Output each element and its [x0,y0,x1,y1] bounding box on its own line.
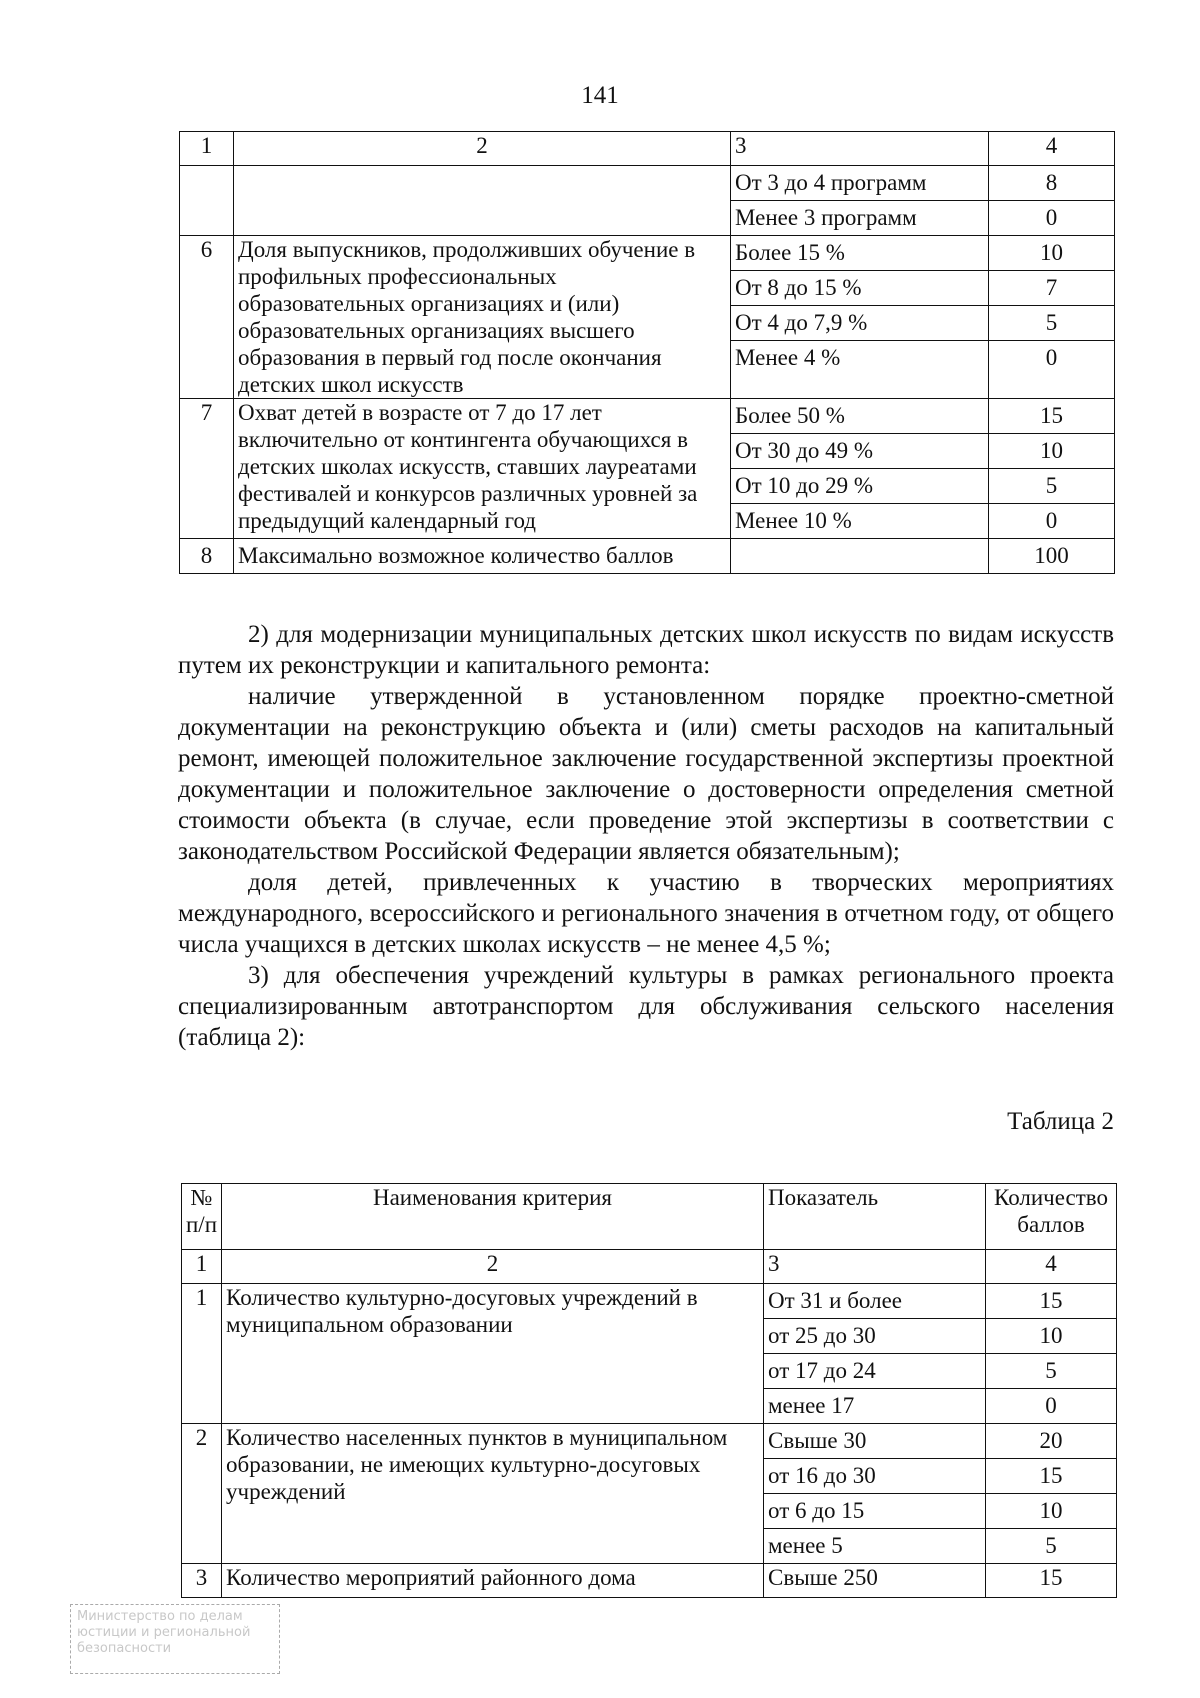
table-head-row [182,1184,1117,1250]
points-value: 10 [989,434,1114,469]
stamp-text: Министерство по делам юстиции и региональной безопасности [77,1609,251,1656]
indicator-value: От 31 и более [764,1284,985,1319]
points-value: 5 [989,306,1114,341]
points-value: 10 [989,236,1114,271]
head-cell: Показатель [764,1184,986,1250]
points-value: 15 [986,1459,1116,1494]
header-cell: 4 [989,132,1115,166]
criterion-cell: Максимально возможное количество баллов [234,539,731,574]
points-value: 8 [989,166,1114,201]
criterion-cell [234,166,731,236]
points-stack [989,399,1115,539]
points-value: 10 [986,1319,1116,1354]
points-value: 100 [989,539,1115,574]
points-value: 15 [989,399,1114,434]
indicator-value: Свыше 250 [764,1564,986,1598]
table-row [182,1424,1117,1564]
criterion-cell: Охват детей в возрасте от 7 до 17 лет включительно от контингента обучающихся в детских школах искусств, ставших лауреатами фестивалей и конкурсов различных уровней за предыдущий календарный год [234,399,731,539]
points-value: 15 [986,1284,1116,1319]
indicator-value: От 4 до 7,9 % [731,306,988,341]
criterion-cell: Количество населенных пунктов в муниципальном образовании, не имеющих культурно-досуговых учреждений [222,1424,764,1564]
indicator-value: От 30 до 49 % [731,434,988,469]
page-number: 141 [581,82,619,109]
indicator-stack [764,1424,986,1564]
row-number: 3 [182,1564,222,1598]
points-value: 0 [1045,345,1058,370]
table-row [182,1284,1117,1424]
indicator-value: Свыше 30 [764,1424,985,1459]
points-stack [989,236,1115,399]
row-number: 7 [180,399,234,539]
indicator-stack [731,236,989,399]
table-numbering-row [182,1250,1117,1284]
header-cell: 3 [731,132,989,166]
criterion-cell: Количество культурно-досуговых учреждений в муниципальном образовании [222,1284,764,1424]
numbering-cell: 4 [986,1250,1117,1284]
indicator-stack [731,166,989,236]
indicator-value: от 25 до 30 [764,1319,985,1354]
criteria-table-2 [181,1183,1117,1598]
body-text [178,619,1114,1053]
header-cell: 1 [180,132,234,166]
criterion-cell: Количество мероприятий районного дома [222,1564,764,1598]
numbering-cell: 3 [764,1250,986,1284]
paragraph: наличие утвержденной в установленном порядке проектно-сметной документации на реконструкцию объекта и (или) сметы расходов на капитальный ремонт, имеющей положительное заключение государственной экспертизы проектной документации и положительное заключение о достоверности определения сметной стоимости объекта (в случае, если проведение этой экспертизы в соответствии с законодательством Российской Федерации является обязательным); [178,683,1114,865]
indicator-value: От 8 до 15 % [731,271,988,306]
table-caption: Таблица 2 [1007,1108,1114,1135]
numbering-cell: 2 [222,1250,764,1284]
table-row [182,1564,1117,1598]
indicator-value: От 3 до 4 программ [731,166,988,201]
indicator-stack [731,399,989,539]
indicator-value: от 17 до 24 [764,1354,985,1389]
points-stack [989,166,1115,236]
row-number [180,166,234,236]
indicator-value: Менее 4 % [735,345,841,370]
paragraph: доля детей, привлеченных к участию в творческих мероприятиях международного, всероссийского и регионального значения в отчетном году, от общего числа учащихся в детских школах искусств – не менее 4,5 %; [178,869,1114,958]
indicator-value: Более 50 % [731,399,988,434]
points-stack [986,1424,1117,1564]
table-row [180,539,1115,574]
points-value: 0 [1045,508,1058,533]
criteria-table-1 [179,131,1115,574]
row-number: 8 [180,539,234,574]
head-cell: № п/п [182,1184,222,1250]
indicator-value: Менее 3 программ [735,205,917,230]
points-value: 10 [986,1494,1116,1529]
indicator-value: менее 5 [768,1533,843,1558]
paragraph: 2) для модернизации муниципальных детских школ искусств по видам искусств путем их реконструкции и капитального ремонта: [178,621,1114,679]
paragraph: 3) для обеспечения учреждений культуры в рамках регионального проекта специализированным автотранспортом для обслуживания сельского населения (таблица 2): [178,962,1114,1051]
indicator-value: От 10 до 29 % [731,469,988,504]
indicator-stack [764,1284,986,1424]
indicator-value: Более 15 % [731,236,988,271]
points-value: 0 [1045,205,1058,230]
indicator-value: Менее 10 % [735,508,852,533]
indicator-value: от 6 до 15 [764,1494,985,1529]
indicator-value [731,539,989,574]
row-number: 2 [182,1424,222,1564]
criterion-cell: Доля выпускников, продолживших обучение в профильных профессиональных образовательных организациях и (или) образовательных организациях высшего образования в первый год после окончания детских школ искусств [234,236,731,399]
points-value: 7 [989,271,1114,306]
head-cell: Наименования критерия [222,1184,764,1250]
table-row [180,399,1115,539]
points-value: 5 [989,469,1114,504]
row-number: 1 [182,1284,222,1424]
faded-stamp [70,1604,280,1674]
points-value: 20 [986,1424,1116,1459]
points-stack [986,1284,1117,1424]
table-row [180,236,1115,399]
points-value: 5 [1045,1533,1057,1558]
head-cell: Количество баллов [986,1184,1117,1250]
points-value: 15 [986,1564,1117,1598]
indicator-value: менее 17 [768,1393,855,1418]
numbering-cell: 1 [182,1250,222,1284]
table-row [180,166,1115,236]
points-value: 5 [986,1354,1116,1389]
points-value: 0 [1045,1393,1057,1418]
row-number: 6 [180,236,234,399]
header-cell: 2 [234,132,731,166]
table-header-row [180,132,1115,166]
indicator-value: от 16 до 30 [764,1459,985,1494]
